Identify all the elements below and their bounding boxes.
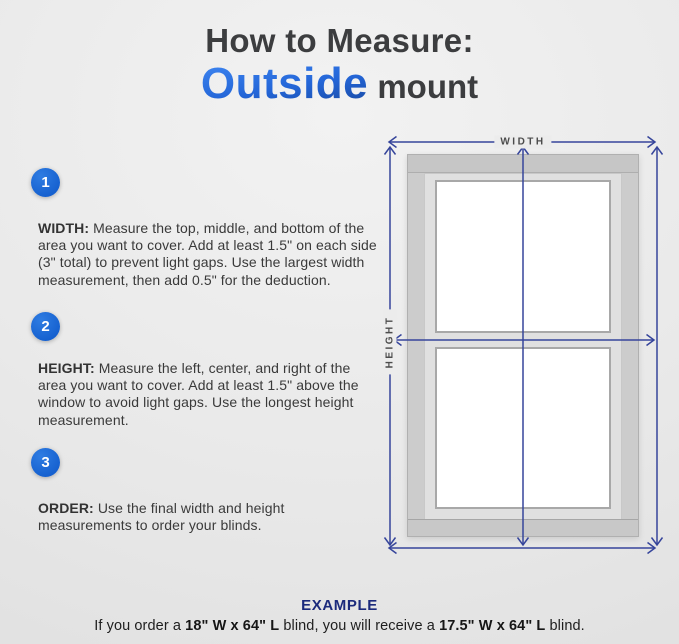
step-2-badge: 2 [31, 312, 60, 341]
step-2-body: Measure the left, center, and right of the area you want to cover. Add at least 1.5" above the window to avoid light gaps. Use the longest height measurement. [38, 360, 359, 428]
example-suffix: blind. [545, 618, 585, 634]
window-measurement-diagram [383, 134, 679, 558]
title-line2 [0, 61, 679, 117]
height-measure-label: HEIGHT [384, 310, 397, 375]
step-1-text [38, 220, 378, 289]
step-1-body: Measure the top, middle, and bottom of the area you want to cover. Add at least 1.5" on each side (3" total) to prevent light gaps. Use the largest width measurement, then add 0.5" for the deduction. [38, 220, 377, 288]
example-receive-size: 17.5" W x 64" L [439, 618, 546, 634]
step-3-text [38, 500, 378, 534]
title-line1: How to Measure: [205, 22, 474, 59]
step-3-label: ORDER: [38, 500, 94, 516]
example-heading: EXAMPLE [301, 597, 378, 614]
step-3-badge: 3 [31, 448, 60, 477]
page-title [0, 22, 679, 117]
measurement-arrows [383, 134, 679, 558]
step-2-text [38, 360, 378, 429]
step-1-label: WIDTH: [38, 220, 90, 236]
step-2-label: HEIGHT: [38, 360, 95, 376]
example-order-size: 18" W x 64" L [185, 618, 280, 634]
example-prefix: If you order a [94, 618, 186, 634]
step-1-badge: 1 [31, 168, 60, 197]
title-highlight-outside: Outside [200, 59, 369, 108]
example-sentence [0, 618, 679, 634]
example-middle: blind, you will receive a [279, 618, 440, 634]
example-section [0, 597, 679, 634]
width-measure-label: WIDTH [494, 136, 551, 149]
title-suffix-mount: mount [368, 68, 479, 105]
step-3-body: Use the final width and height measurements to order your blinds. [38, 500, 285, 534]
